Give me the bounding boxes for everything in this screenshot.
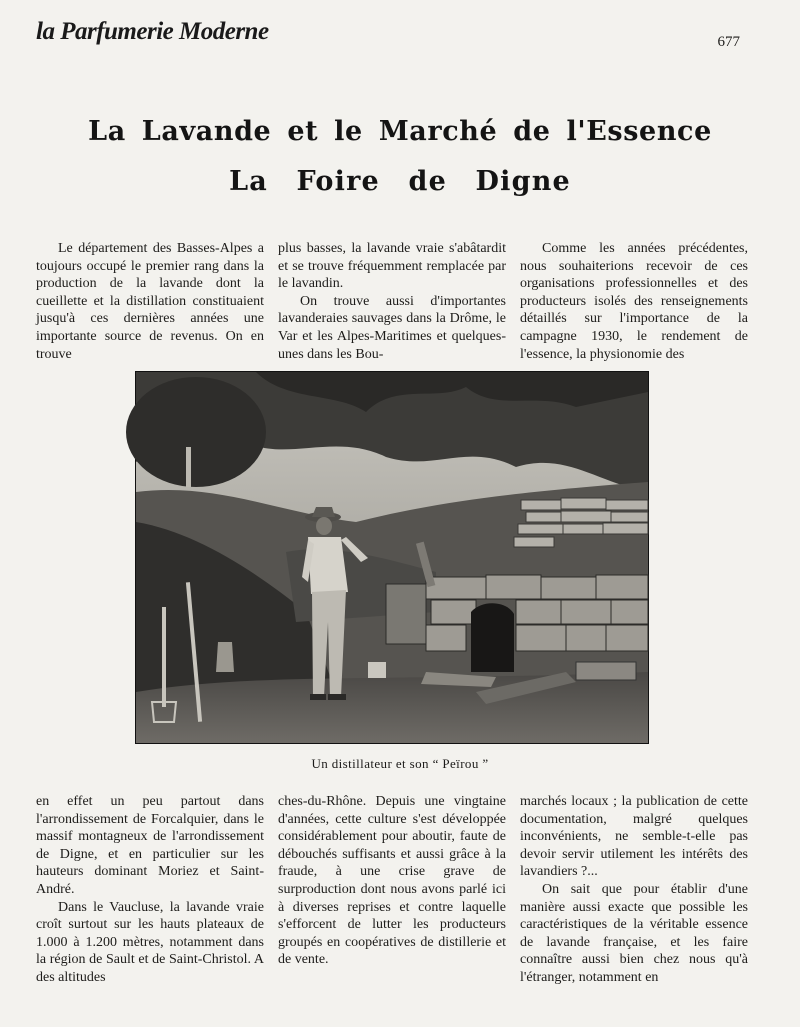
paragraph: On trouve aussi d'importantes lavanderaies sauvages dans la Drôme, le Var et les Alpes-Maritimes et quelques-unes dans les Bou- — [278, 293, 506, 362]
paragraph: Dans le Vaucluse, la lavande vraie croît surtout sur les hauts plateaux de 1.000 à 1.200 mètres, notamment dans la région de Sault et de Saint-Christol. A des altitudes — [36, 899, 264, 985]
top-column-3 — [520, 240, 748, 362]
article-title: La Lavande et le Marché de l'Essence — [88, 116, 712, 147]
masthead: la Parfumerie Moderne — [36, 18, 269, 45]
page-number: 677 — [717, 34, 740, 50]
paragraph: ches-du-Rhône. Depuis une vingtaine d'années, cette culture s'est développée considérablement pour aboutir, faute de débouchés suffisants et aussi grâce à la fraude, à une crise grave de surproduction dont nous avons parlé ici à diverses reprises et contre laquelle s'efforcent de lutter les producteurs groupés en coopératives de distillerie et de vente. — [278, 794, 506, 968]
bottom-column-2 — [278, 793, 506, 973]
paragraph: marchés locaux ; la publication de cette documentation, malgré quelques inconvénients, ne semble-t-elle pas devoir servir utilement les intérêts des lavandiers ?... — [520, 794, 748, 880]
bottom-column-1 — [36, 793, 264, 985]
top-column-1 — [36, 240, 264, 362]
paragraph: plus basses, la lavande vraie s'abâtardit et se trouve fréquemment remplacée par le lavandin. — [278, 241, 506, 292]
article-subtitle: La Foire de Digne — [229, 166, 571, 197]
paragraph: Le département des Basses-Alpes a toujours occupé le premier rang dans la production de la lavande dont la cueillette et la distillation constituaient jusqu'à ces dernières années une importante source de revenus. On en trouve — [36, 241, 264, 362]
paragraph: On sait que pour établir d'une manière aussi exacte que possible les caractéristiques de la véritable essence de lavande française, et les faire connaître aussi bien chez nous qu'à l'étranger, notamment en — [520, 881, 748, 985]
bottom-column-3 — [520, 793, 748, 985]
paragraph: Comme les années précédentes, nous souhaiterions recevoir de ces organisations professionnelles et des producteurs isolés des renseignements détaillés sur l'importance de la campagne 1930, le rendement de l'essence, la physionomie des — [520, 241, 748, 362]
distiller-photo — [135, 371, 649, 744]
photo-caption: Un distillateur et son “ Peïrou ” — [311, 756, 489, 771]
paragraph: en effet un peu partout dans l'arrondissement de Forcalquier, dans le massif montagneux de l'arrondissement de Digne, et en particulier sur les hauteurs dominant Moriez et Saint-André. — [36, 794, 264, 897]
top-column-2 — [278, 240, 506, 362]
